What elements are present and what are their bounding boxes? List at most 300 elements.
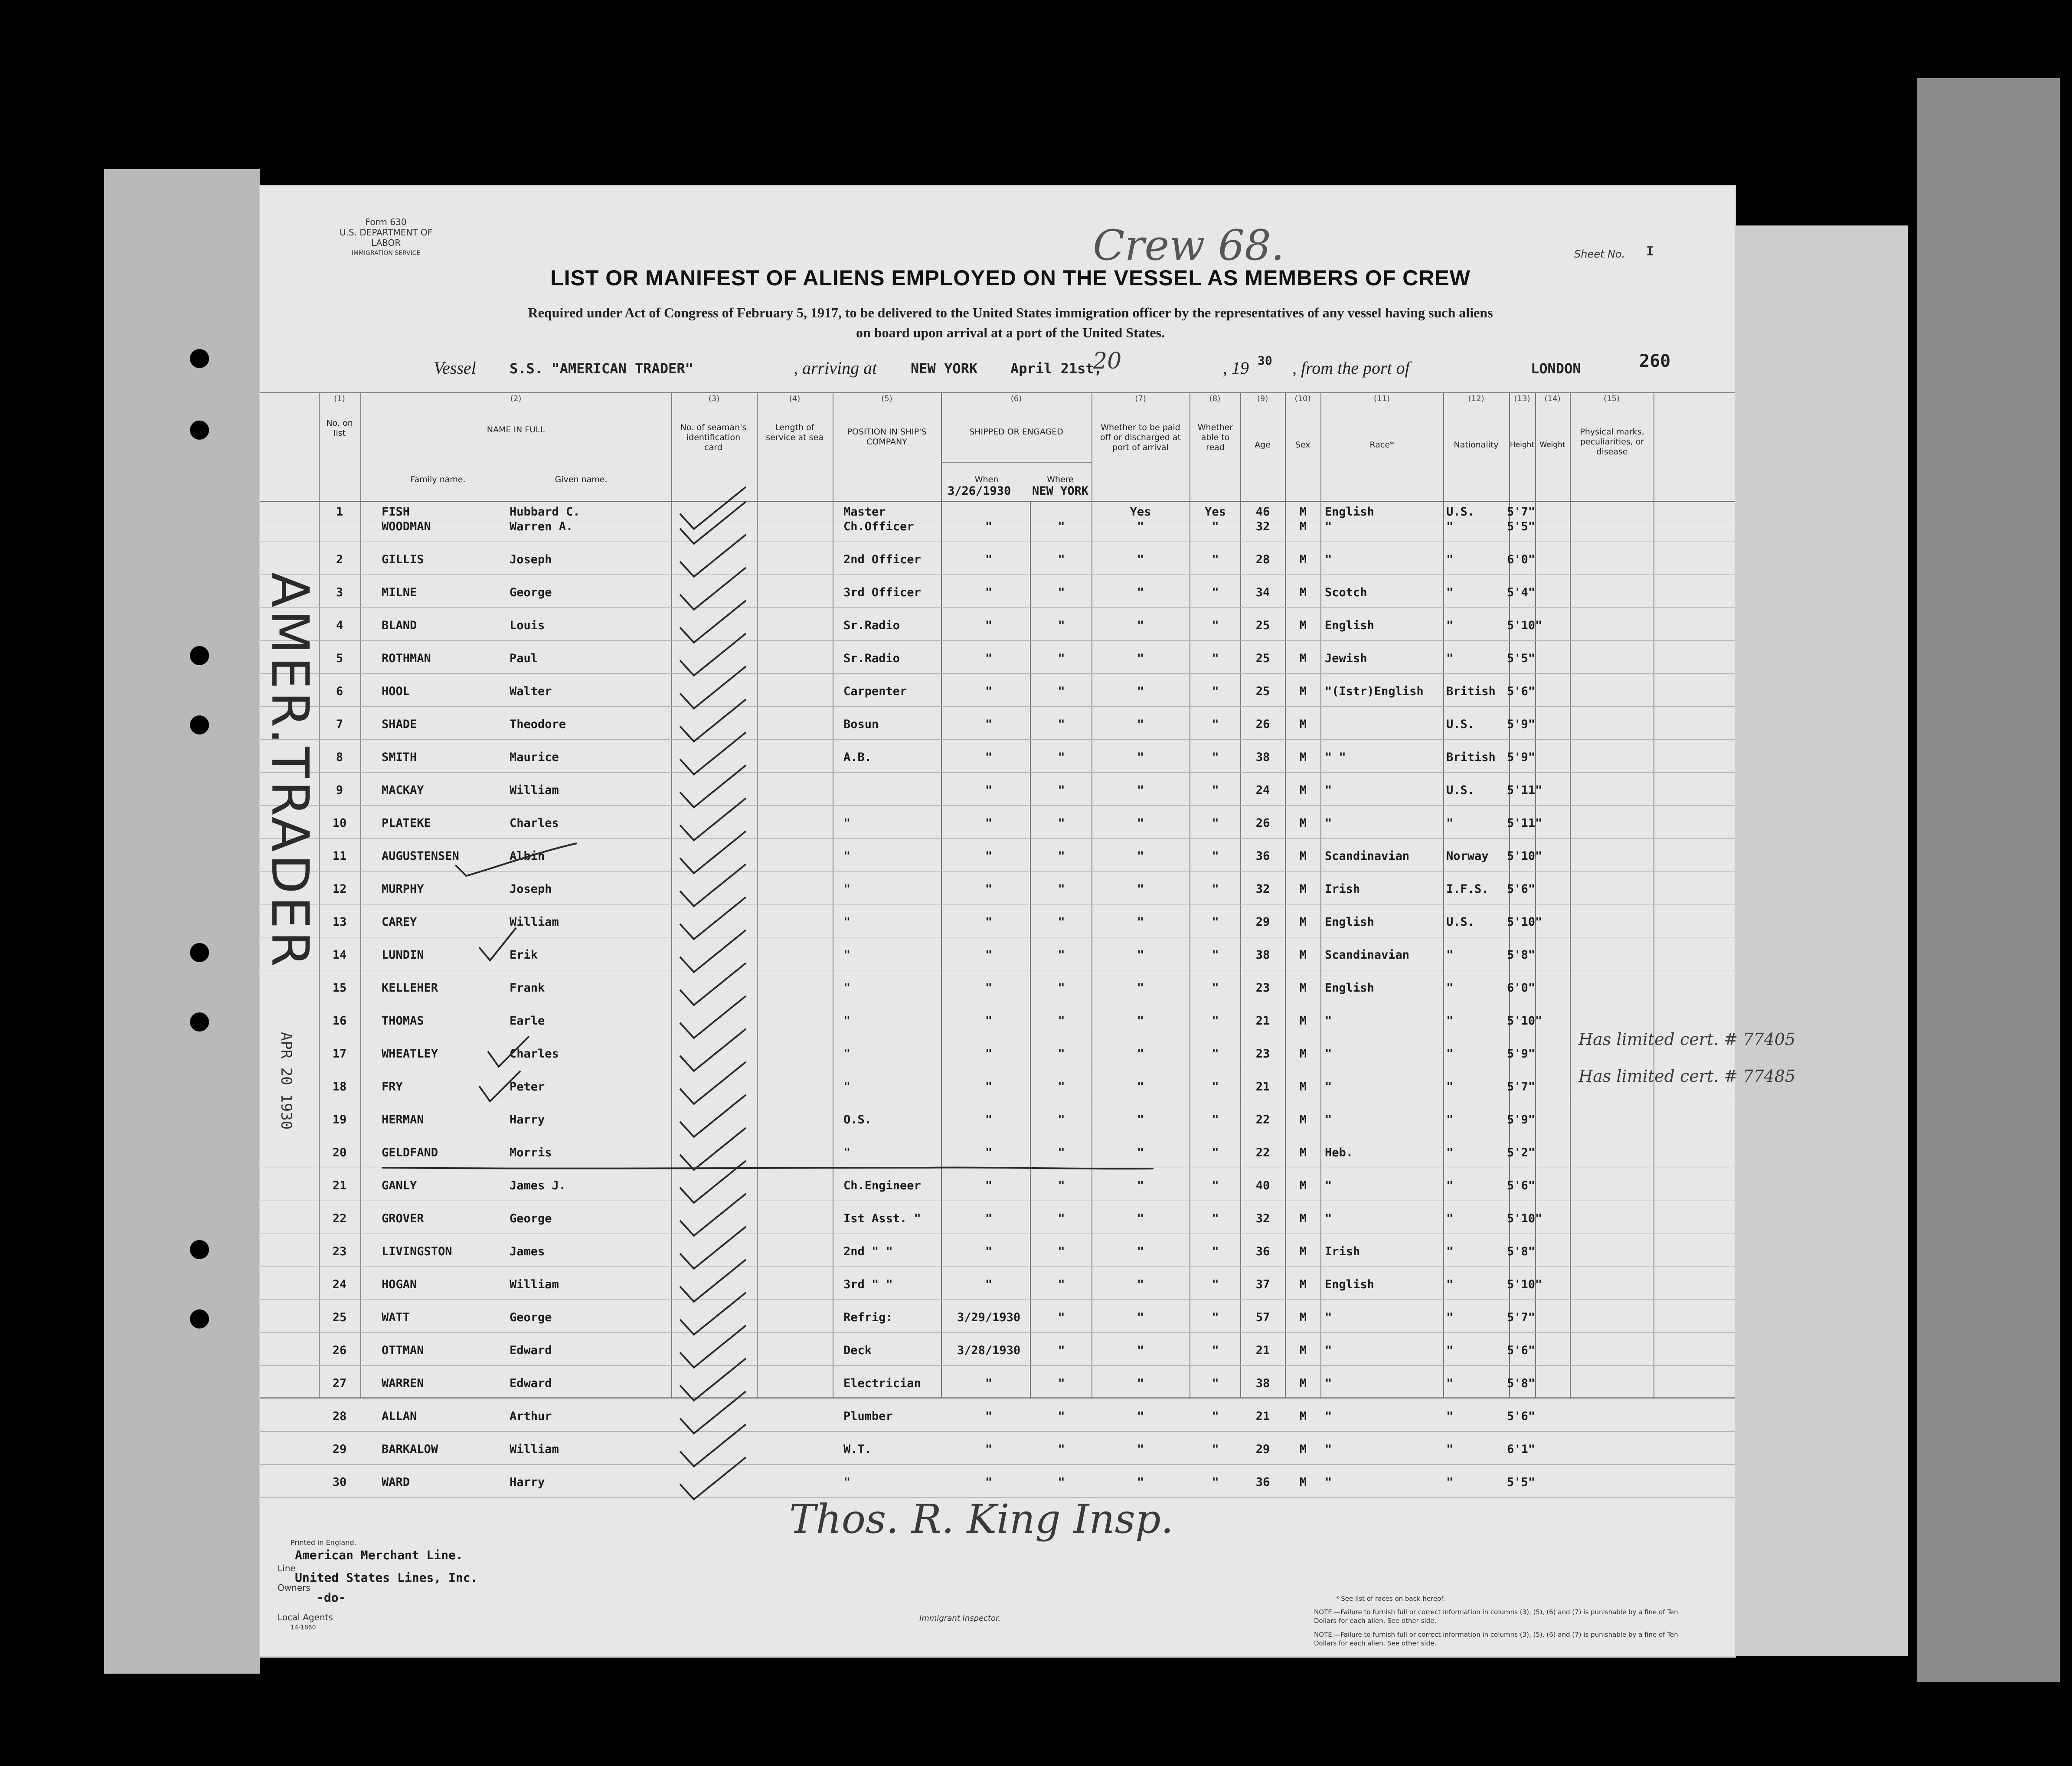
cell-height: 5'10" bbox=[1507, 1278, 1543, 1291]
cell-height: 5'6" bbox=[1507, 882, 1536, 896]
cell-height: 5'8" bbox=[1507, 948, 1536, 962]
page-number: 260 bbox=[1639, 351, 1671, 371]
cell-race: Heb. bbox=[1325, 1146, 1353, 1159]
cell-paid-off: " bbox=[1137, 718, 1144, 731]
cell-given-name: Earle bbox=[510, 1014, 545, 1028]
cell-family-name: BLAND bbox=[382, 619, 417, 632]
cell-age: 29 bbox=[1255, 1443, 1270, 1456]
cell-age: 23 bbox=[1255, 1047, 1270, 1061]
manifest-page bbox=[260, 186, 1796, 1656]
cell-shipped-where: " bbox=[1058, 1146, 1065, 1159]
cell-given-name: Erik bbox=[510, 948, 538, 962]
arriving-date-handwritten: 20 bbox=[1093, 348, 1122, 374]
cell-sex: M bbox=[1299, 652, 1307, 665]
cell-shipped-where: " bbox=[1058, 619, 1065, 632]
cell-given-name: Joseph bbox=[510, 882, 552, 896]
cell-height: 6'0" bbox=[1507, 981, 1536, 995]
races-note: * See list of races on back hereof. bbox=[1336, 1595, 1445, 1603]
cell-given-name: Frank bbox=[510, 981, 545, 995]
cell-age: 28 bbox=[1255, 553, 1270, 566]
cell-able-read: " bbox=[1212, 1278, 1219, 1291]
cell-sex: M bbox=[1299, 1475, 1307, 1489]
cell-given-name: Louis bbox=[510, 619, 545, 632]
cell-able-read: " bbox=[1212, 652, 1219, 665]
cell-sex: M bbox=[1299, 1443, 1307, 1456]
cell-sex: M bbox=[1299, 882, 1307, 896]
cell-family-name: AUGUSTENSEN bbox=[382, 849, 459, 863]
cell-race: " bbox=[1325, 1179, 1332, 1192]
cell-shipped-when: " bbox=[985, 1475, 993, 1489]
inspector-signature: Thos. R. King Insp. bbox=[789, 1496, 1173, 1542]
cell-race: English bbox=[1325, 1278, 1374, 1291]
cell-nationality: " bbox=[1446, 1377, 1454, 1390]
col-head-height: Height bbox=[1510, 441, 1535, 449]
cell-paid-off: " bbox=[1137, 1377, 1144, 1390]
binder-hole bbox=[190, 943, 209, 962]
cell-family-name: HOOL bbox=[382, 685, 410, 698]
cell-nationality: " bbox=[1446, 586, 1454, 599]
cell-paid-off: " bbox=[1137, 1443, 1144, 1456]
cell-shipped-when: " bbox=[985, 1179, 993, 1192]
agents-label: Local Agents bbox=[278, 1612, 333, 1622]
vessel-label: Vessel bbox=[434, 358, 476, 378]
cell-row-number: 24 bbox=[332, 1278, 347, 1291]
cell-paid-off: Yes bbox=[1130, 505, 1151, 519]
cell-shipped-when: " bbox=[985, 948, 993, 962]
cell-race: Jewish bbox=[1325, 652, 1367, 665]
cell-nationality: " bbox=[1446, 1443, 1454, 1456]
cell-race: " bbox=[1325, 1113, 1332, 1126]
cell-age: 25 bbox=[1255, 652, 1270, 665]
cell-family-name: OTTMAN bbox=[382, 1344, 424, 1357]
cell-nationality: British bbox=[1446, 685, 1496, 698]
cell-row-number: 9 bbox=[336, 783, 343, 797]
cell-shipped-where: " bbox=[1058, 1311, 1065, 1324]
cell-able-read: " bbox=[1212, 1212, 1219, 1225]
cell-row-number: 6 bbox=[336, 685, 343, 698]
cell-row-number: 22 bbox=[332, 1212, 347, 1225]
cell-family-name: KELLEHER bbox=[382, 981, 438, 995]
owners-value: United States Lines, Inc. bbox=[295, 1570, 478, 1585]
cell-family-name: CAREY bbox=[382, 915, 417, 929]
cell-height: 5'5" bbox=[1507, 520, 1536, 533]
cell-given-name: Arthur bbox=[510, 1410, 552, 1423]
col-rule bbox=[1570, 392, 1571, 1397]
cell-paid-off: " bbox=[1137, 1245, 1144, 1258]
cell-race: English bbox=[1325, 619, 1374, 632]
cell-sex: M bbox=[1299, 1080, 1307, 1094]
cell-age: 26 bbox=[1255, 718, 1270, 731]
cell-position: " bbox=[843, 915, 851, 929]
col-number: (2) bbox=[510, 394, 522, 403]
cell-sex: M bbox=[1299, 1113, 1307, 1126]
cell-family-name: GELDFAND bbox=[382, 1146, 438, 1159]
cell-paid-off: " bbox=[1137, 1080, 1144, 1094]
cell-position: " bbox=[843, 1047, 851, 1061]
cell-family-name: THOMAS bbox=[382, 1014, 424, 1028]
cell-shipped-where: " bbox=[1058, 751, 1065, 764]
printed-in: Printed in England. bbox=[291, 1538, 356, 1547]
cell-shipped-where: " bbox=[1058, 652, 1065, 665]
row-rule bbox=[260, 1299, 1735, 1300]
year-value: 30 bbox=[1258, 353, 1272, 368]
cell-shipped-where: " bbox=[1058, 1410, 1065, 1423]
cell-race: " bbox=[1325, 1014, 1332, 1028]
col-number: (9) bbox=[1257, 394, 1268, 403]
cell-family-name: WATT bbox=[382, 1311, 410, 1324]
cell-sex: M bbox=[1299, 586, 1307, 599]
cell-race: Irish bbox=[1325, 1245, 1360, 1258]
col-head-id-card: No. of seaman's identification card bbox=[680, 423, 747, 452]
cell-age: 22 bbox=[1255, 1146, 1270, 1159]
cell-shipped-where: " bbox=[1058, 520, 1065, 533]
cell-paid-off: " bbox=[1137, 849, 1144, 863]
cell-given-name: George bbox=[510, 1311, 552, 1324]
cell-age: 36 bbox=[1255, 1245, 1270, 1258]
col-number: (1) bbox=[334, 394, 345, 403]
cell-paid-off: " bbox=[1137, 751, 1144, 764]
cell-able-read: " bbox=[1212, 1410, 1219, 1423]
cell-shipped-when: " bbox=[985, 816, 993, 830]
from-port-label: , from the port of bbox=[1292, 358, 1410, 378]
cell-shipped-when: " bbox=[985, 1278, 993, 1291]
cell-given-name: Edward bbox=[510, 1377, 552, 1390]
cell-row-number: 30 bbox=[332, 1475, 347, 1489]
cell-age: 26 bbox=[1255, 816, 1270, 830]
cell-paid-off: " bbox=[1137, 1212, 1144, 1225]
cell-family-name: SHADE bbox=[382, 718, 417, 731]
cell-paid-off: " bbox=[1137, 1278, 1144, 1291]
row-rule bbox=[260, 838, 1735, 839]
cell-family-name: LIVINGSTON bbox=[382, 1245, 452, 1258]
cell-age: 46 bbox=[1255, 505, 1270, 519]
cell-shipped-when: " bbox=[985, 1146, 993, 1159]
cell-paid-off: " bbox=[1137, 816, 1144, 830]
pen-check-row-12 bbox=[477, 1069, 525, 1108]
cell-nationality: British bbox=[1446, 751, 1496, 764]
cell-race: Scandinavian bbox=[1325, 849, 1410, 863]
cell-row-number: 12 bbox=[332, 882, 347, 896]
col-rule bbox=[1030, 501, 1031, 1397]
table-top-rule bbox=[260, 392, 1735, 393]
cell-shipped-when: 3/28/1930 bbox=[957, 1344, 1021, 1357]
cell-given-name: Peter bbox=[510, 1080, 545, 1094]
cell-paid-off: " bbox=[1137, 948, 1144, 962]
cell-row-number: 21 bbox=[332, 1179, 347, 1192]
cell-position: Sr.Radio bbox=[843, 619, 900, 632]
cell-row-number: 25 bbox=[332, 1311, 347, 1324]
vessel-name: S.S. "AMERICAN TRADER" bbox=[510, 360, 693, 377]
binder-hole bbox=[190, 421, 209, 440]
cell-row-number: 15 bbox=[332, 981, 347, 995]
col-rule bbox=[941, 392, 942, 1397]
cell-nationality: U.S. bbox=[1446, 783, 1475, 797]
cell-sex: M bbox=[1299, 619, 1307, 632]
cell-paid-off: " bbox=[1137, 783, 1144, 797]
cell-height: 5'10" bbox=[1507, 1014, 1543, 1028]
cell-nationality: " bbox=[1446, 1410, 1454, 1423]
cell-nationality: " bbox=[1446, 1278, 1454, 1291]
col-head-shipped: SHIPPED OR ENGAGED bbox=[969, 427, 1063, 437]
cell-shipped-when: " bbox=[985, 586, 993, 599]
cell-height: 5'11" bbox=[1507, 783, 1543, 797]
col-head-length: Length of service at sea bbox=[766, 423, 824, 442]
cell-row-number: 1 bbox=[336, 505, 343, 519]
cell-height: 5'9" bbox=[1507, 718, 1536, 731]
cell-height: 5'6" bbox=[1507, 1410, 1536, 1423]
cell-able-read: " bbox=[1212, 553, 1219, 566]
line-value: American Merchant Line. bbox=[295, 1548, 463, 1562]
cell-row-number: 18 bbox=[332, 1080, 347, 1094]
cell-height: 5'8" bbox=[1507, 1245, 1536, 1258]
cell-given-name: Maurice bbox=[510, 751, 559, 764]
cell-position: " bbox=[843, 1475, 851, 1489]
cell-height: 5'10" bbox=[1507, 915, 1543, 929]
cell-position: " bbox=[843, 1080, 851, 1094]
arriving-port: NEW YORK bbox=[911, 360, 978, 377]
cell-able-read: Yes bbox=[1205, 505, 1226, 519]
side-stamp bbox=[260, 572, 320, 1136]
col-number: (3) bbox=[708, 394, 720, 403]
cell-row-number: 10 bbox=[332, 816, 347, 830]
cell-shipped-when: " bbox=[985, 1245, 993, 1258]
cell-able-read: " bbox=[1212, 1245, 1219, 1258]
cell-height: 5'2" bbox=[1507, 1146, 1536, 1159]
cell-row-number: 20 bbox=[332, 1146, 347, 1159]
cell-race: English bbox=[1325, 505, 1374, 519]
cell-able-read: " bbox=[1212, 1475, 1219, 1489]
sheet-number: I bbox=[1646, 244, 1654, 259]
cell-position: Plumber bbox=[843, 1410, 893, 1423]
cell-family-name: SMITH bbox=[382, 751, 417, 764]
col-head-where: Where bbox=[1047, 475, 1074, 484]
cell-race: " bbox=[1325, 1443, 1332, 1456]
cell-nationality: " bbox=[1446, 981, 1454, 995]
cell-nationality: " bbox=[1446, 1146, 1454, 1159]
cell-height: 5'7" bbox=[1507, 1311, 1536, 1324]
cell-race: " bbox=[1325, 1047, 1332, 1061]
cell-able-read: " bbox=[1212, 1377, 1219, 1390]
row-rule bbox=[260, 673, 1735, 674]
note-1: NOTE.—Failure to furnish full or correct information in columns (3), (5), (6) and (7) is punishable by a fine of Ten Dollars for each alien. See other side. bbox=[1314, 1608, 1678, 1625]
cell-family-name: HOGAN bbox=[382, 1278, 417, 1291]
col-head-race: Race* bbox=[1369, 440, 1394, 450]
form-number: Form 630 bbox=[365, 217, 407, 227]
cell-position: 2nd " " bbox=[843, 1245, 893, 1258]
cell-able-read: " bbox=[1212, 586, 1219, 599]
cell-row-number: 11 bbox=[332, 849, 347, 863]
manifest-subtitle bbox=[434, 303, 1587, 343]
cell-nationality: Norway bbox=[1446, 849, 1489, 863]
cell-family-name: MILNE bbox=[382, 586, 417, 599]
cell-position: W.T. bbox=[843, 1443, 872, 1456]
cell-sex: M bbox=[1299, 981, 1307, 995]
col-rule bbox=[671, 392, 672, 1397]
cell-sex: M bbox=[1299, 1410, 1307, 1423]
cell-position: " bbox=[843, 882, 851, 896]
row-rule bbox=[260, 1332, 1735, 1333]
cell-age: 29 bbox=[1255, 915, 1270, 929]
col-rule bbox=[1320, 392, 1321, 1397]
cell-row-number: 13 bbox=[332, 915, 347, 929]
cell-shipped-when: " bbox=[985, 1410, 993, 1423]
cell-able-read: " bbox=[1212, 1014, 1219, 1028]
cell-position: " bbox=[843, 981, 851, 995]
cell-able-read: " bbox=[1212, 685, 1219, 698]
cell-family-name: WARREN bbox=[382, 1377, 424, 1390]
cell-position: Electrician bbox=[843, 1377, 921, 1390]
cell-row-number: 3 bbox=[336, 586, 343, 599]
cell-age: 22 bbox=[1255, 1113, 1270, 1126]
cell-shipped-where: " bbox=[1058, 1377, 1065, 1390]
cell-nationality: " bbox=[1446, 1344, 1454, 1357]
cell-race: " bbox=[1325, 553, 1332, 566]
col-head-marks: Physical marks, peculiarities, or disease bbox=[1580, 427, 1644, 457]
cell-sex: M bbox=[1299, 718, 1307, 731]
cell-given-name: George bbox=[510, 1212, 552, 1225]
cell-nationality: " bbox=[1446, 619, 1454, 632]
cell-shipped-where: " bbox=[1058, 849, 1065, 863]
cell-race: " bbox=[1325, 1344, 1332, 1357]
cell-paid-off: " bbox=[1137, 553, 1144, 566]
row12-annotation: Has limited cert. # 77485 bbox=[1579, 1067, 1796, 1086]
cell-age: 36 bbox=[1255, 849, 1270, 863]
cell-nationality: " bbox=[1446, 1311, 1454, 1324]
cell-sex: M bbox=[1299, 1278, 1307, 1291]
cell-height: 5'11" bbox=[1507, 816, 1543, 830]
cell-given-name: George bbox=[510, 586, 552, 599]
cell-height: 5'5" bbox=[1507, 1475, 1536, 1489]
cell-race: "(Istr)English bbox=[1325, 685, 1424, 698]
cell-shipped-where: " bbox=[1058, 1278, 1065, 1291]
cell-age: 32 bbox=[1255, 520, 1270, 533]
cell-shipped-where: " bbox=[1058, 1113, 1065, 1126]
cell-age: 37 bbox=[1255, 1278, 1270, 1291]
row-rule bbox=[260, 607, 1735, 608]
cell-family-name: MURPHY bbox=[382, 882, 424, 896]
cell-row-number: 28 bbox=[332, 1410, 347, 1423]
cell-given-name: Charles bbox=[510, 1047, 559, 1061]
col-head-sex: Sex bbox=[1295, 440, 1311, 450]
cell-paid-off: " bbox=[1137, 1311, 1144, 1324]
cell-able-read: " bbox=[1212, 915, 1219, 929]
cell-height: 5'5" bbox=[1507, 652, 1536, 665]
cell-age: 32 bbox=[1255, 1212, 1270, 1225]
cell-row-number: 19 bbox=[332, 1113, 347, 1126]
cell-shipped-when: " bbox=[985, 1014, 993, 1028]
cell-age: 21 bbox=[1255, 1080, 1270, 1094]
row11-annotation: Has limited cert. # 77405 bbox=[1579, 1030, 1796, 1049]
cell-paid-off: " bbox=[1137, 586, 1144, 599]
cell-shipped-where: " bbox=[1058, 783, 1065, 797]
cell-position: Bosun bbox=[843, 718, 879, 731]
cell-position: " bbox=[843, 948, 851, 962]
col-head-nationality: Nationality bbox=[1454, 440, 1499, 450]
cell-family-name: ROTHMAN bbox=[382, 652, 431, 665]
cell-shipped-when: " bbox=[985, 751, 993, 764]
cell-sex: M bbox=[1299, 1311, 1307, 1324]
cell-given-name: Theodore bbox=[510, 718, 566, 731]
cell-family-name: LUNDIN bbox=[382, 948, 424, 962]
cell-row-number: 14 bbox=[332, 948, 347, 962]
cell-sex: M bbox=[1299, 849, 1307, 863]
cell-age: 34 bbox=[1255, 586, 1270, 599]
cell-shipped-where: " bbox=[1058, 816, 1065, 830]
cell-race: Scotch bbox=[1325, 586, 1367, 599]
binder-hole bbox=[190, 646, 209, 665]
cell-paid-off: " bbox=[1137, 520, 1144, 533]
cell-shipped-when: " bbox=[985, 520, 993, 533]
col-number: (14) bbox=[1544, 394, 1561, 403]
cell-given-name: William bbox=[510, 1443, 559, 1456]
cell-shipped-when: " bbox=[985, 718, 993, 731]
cell-position: " bbox=[843, 816, 851, 830]
cell-given-name: Warren A. bbox=[510, 520, 573, 533]
cell-shipped-when: " bbox=[985, 1047, 993, 1061]
cell-age: 21 bbox=[1255, 1344, 1270, 1357]
cell-position: 2nd Officer bbox=[843, 553, 921, 566]
note-2: NOTE.—Failure to furnish full or correct information in columns (3), (5), (6) and (7) is punishable by a fine of Ten Dollars for each alien. See other side. bbox=[1314, 1631, 1678, 1647]
cell-nationality: " bbox=[1446, 1047, 1454, 1061]
cell-shipped-where: " bbox=[1058, 1475, 1065, 1489]
cell-given-name: Paul bbox=[510, 652, 538, 665]
cell-row-number: 27 bbox=[332, 1377, 347, 1390]
cell-family-name: ALLAN bbox=[382, 1410, 417, 1423]
subtitle-line-1: Required under Act of Congress of February 5, 1917, to be delivered to the United States immigration officer by the representatives of any vessel having such aliens bbox=[528, 305, 1493, 320]
row-rule bbox=[260, 805, 1735, 806]
cell-race: Scandinavian bbox=[1325, 948, 1410, 962]
shipped-sub-rule bbox=[941, 462, 1092, 463]
cell-height: 5'9" bbox=[1507, 751, 1536, 764]
cell-shipped-where: " bbox=[1058, 586, 1065, 599]
col-number: (5) bbox=[881, 394, 892, 403]
cell-nationality: " bbox=[1446, 1475, 1454, 1489]
cell-nationality: I.F.S. bbox=[1446, 882, 1489, 896]
cell-shipped-where: " bbox=[1058, 948, 1065, 962]
manifest-title: LIST OR MANIFEST OF ALIENS EMPLOYED ON THE VESSEL AS MEMBERS OF CREW bbox=[550, 266, 1471, 290]
cell-able-read: " bbox=[1212, 816, 1219, 830]
binder-hole bbox=[190, 1309, 209, 1329]
cell-race: " bbox=[1325, 1080, 1332, 1094]
cell-nationality: " bbox=[1446, 1014, 1454, 1028]
cell-race: " bbox=[1325, 520, 1332, 533]
cell-race: " bbox=[1325, 1377, 1332, 1390]
col-number: (11) bbox=[1374, 394, 1390, 403]
cell-sex: M bbox=[1299, 783, 1307, 797]
cell-age: 38 bbox=[1255, 1377, 1270, 1390]
col-head-age: Age bbox=[1255, 440, 1271, 450]
row-rule bbox=[260, 1431, 1735, 1432]
strike-through-row-14 bbox=[382, 1160, 1162, 1177]
cell-shipped-where: " bbox=[1058, 1047, 1065, 1061]
cell-sex: M bbox=[1299, 751, 1307, 764]
cell-age: 23 bbox=[1255, 981, 1270, 995]
col-number: (12) bbox=[1468, 394, 1484, 403]
col-head-paid-off: Whether to be paid off or discharged at port of arrival bbox=[1100, 423, 1181, 452]
cell-given-name: Harry bbox=[510, 1475, 545, 1489]
cell-nationality: " bbox=[1446, 1245, 1454, 1258]
cell-shipped-where: " bbox=[1058, 1014, 1065, 1028]
id-card-check-mark bbox=[677, 1454, 750, 1506]
cell-given-name: William bbox=[510, 1278, 559, 1291]
col-number: (7) bbox=[1135, 394, 1146, 403]
cell-race: Irish bbox=[1325, 882, 1360, 896]
inspector-label: Immigrant Inspector. bbox=[919, 1614, 1001, 1623]
cell-able-read: " bbox=[1212, 1443, 1219, 1456]
col-head-when: When bbox=[974, 475, 999, 484]
cell-position: Ch.Officer bbox=[843, 520, 914, 533]
cell-row-number: 26 bbox=[332, 1344, 347, 1357]
